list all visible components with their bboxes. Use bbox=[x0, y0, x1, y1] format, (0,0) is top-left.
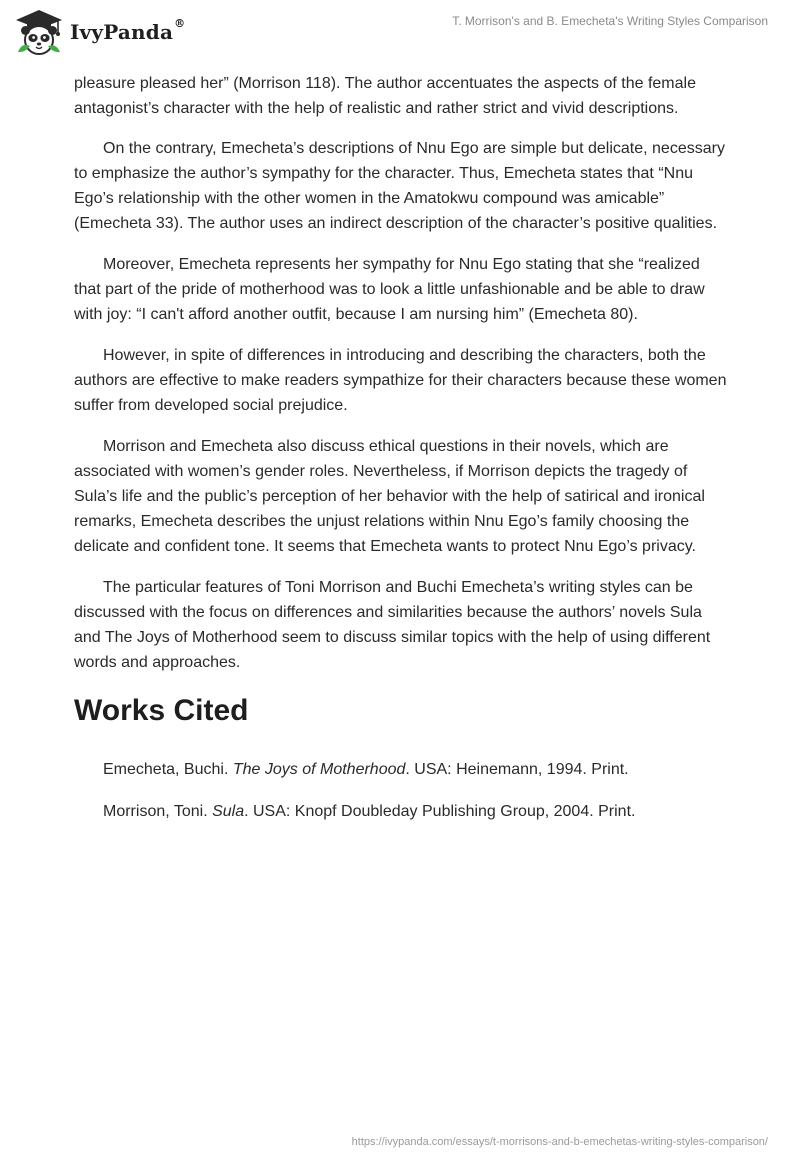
paragraph: Morrison and Emecheta also discuss ethical questions in their novels, which are associated with women’s gender roles. Nevertheless, if Morrison depicts the tragedy of Sula’s life and the public’s perception of her behavior with the help of satirical and ironical remarks, Emecheta describes the unjust relations within Nnu Ego’s family choosing the delicate and confident tone. It seems that Emecheta wants to protect Nnu Ego’s privacy. bbox=[74, 438, 705, 555]
citation-entry: Emecheta, Buchi. The Joys of Motherhood. USA: Heinemann, 1994. Print. bbox=[103, 761, 629, 778]
page-header bbox=[0, 0, 800, 70]
brand-name: IvyPanda® bbox=[70, 17, 186, 44]
citation-title: The Joys of Motherhood bbox=[232, 761, 406, 778]
paragraph: The particular features of Toni Morrison and Buchi Emecheta’s writing styles can be discussed with the focus on differences and similarities because the authors’ novels Sula and The Joys of Motherhood seem to discuss similar topics with the help of using different words and approaches. bbox=[74, 579, 711, 671]
ivypanda-logo[interactable] bbox=[14, 6, 185, 58]
document-title: T. Morrison's and B. Emecheta's Writing Styles Comparison bbox=[452, 14, 768, 28]
paragraph: However, in spite of differences in introducing and describing the characters, both the authors are effective to make readers sympathize for their characters because these women suffer from developed social prejudice. bbox=[74, 347, 727, 414]
paragraph-continued: pleasure pleased her” (Morrison 118). The author accentuates the aspects of the female antagonist’s character with the help of realistic and rather strict and vivid descriptions. bbox=[74, 75, 696, 117]
works-cited-heading: Works Cited bbox=[74, 694, 249, 727]
essay-content bbox=[74, 71, 730, 841]
citation-title: Sula bbox=[212, 803, 245, 820]
citation-entry: Morrison, Toni. Sula. USA: Knopf Doubleday Publishing Group, 2004. Print. bbox=[103, 803, 636, 820]
paragraph: On the contrary, Emecheta’s descriptions of Nnu Ego are simple but delicate, necessary to emphasize the author’s sympathy for the character. Thus, Emecheta states that “Nnu Ego’s relationship with the other women in the Amatokwu compound was amicable” (Emecheta 33). The author uses an indirect description of the character’s positive qualities. bbox=[74, 140, 725, 232]
source-url-link[interactable]: https://ivypanda.com/essays/t-morrisons-and-b-emechetas-writing-styles-comparison/ bbox=[351, 1136, 768, 1148]
panda-graduate-icon bbox=[14, 8, 64, 56]
paragraph: Moreover, Emecheta represents her sympathy for Nnu Ego stating that she “realized that part of the pride of motherhood was to look a little unfashionable and be able to draw with joy: “I can't afford another outfit, because I am nursing him” (Emecheta 80). bbox=[74, 256, 705, 323]
registered-mark: ® bbox=[174, 17, 186, 31]
